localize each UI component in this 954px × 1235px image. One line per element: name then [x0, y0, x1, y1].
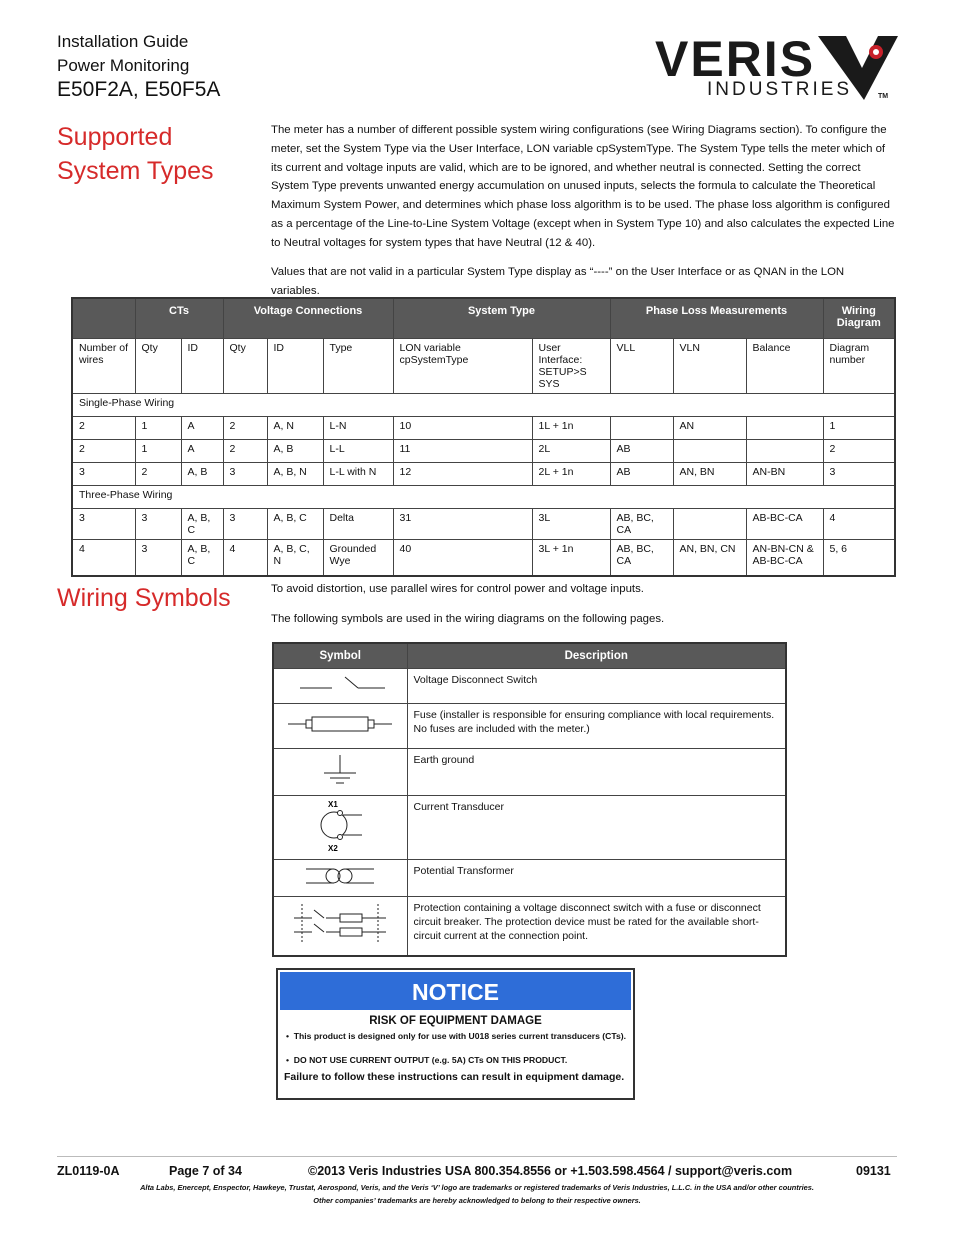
- notice-box: [276, 968, 635, 1100]
- table-subheader: Type: [323, 338, 393, 393]
- table-cell: 1: [135, 439, 181, 462]
- table-cell: 3: [223, 508, 267, 539]
- table-cell: 3: [223, 462, 267, 485]
- table-cell: Delta: [323, 508, 393, 539]
- table-cell: 3L: [532, 508, 610, 539]
- table-header-wiring-diagram: Wiring Diagram: [823, 298, 895, 338]
- table-header-blank: [72, 298, 135, 338]
- footer-legal-2: Other companies’ trademarks are hereby acknowledged to belong to their respective owners.: [313, 1196, 641, 1205]
- table-group-row: [72, 393, 895, 416]
- table-cell: 3L + 1n: [532, 539, 610, 576]
- table-subheader: Number of wires: [72, 338, 135, 393]
- table-cell: 2: [135, 462, 181, 485]
- table-cell: A: [181, 439, 223, 462]
- table-subheader: Balance: [746, 338, 823, 393]
- table-cell: AN-BN: [746, 462, 823, 485]
- header-model: E50F2A, E50F5A: [57, 78, 221, 101]
- table-cell: 5, 6: [823, 539, 895, 576]
- symbol-row: [273, 896, 786, 956]
- wiring-paragraph-1: To avoid distortion, use parallel wires for control power and voltage inputs.: [271, 583, 644, 595]
- logo-sub: INDUSTRIES: [707, 79, 853, 100]
- section-title-wiring: Wiring Symbols: [57, 584, 231, 612]
- wiring-symbols-table: [272, 642, 787, 957]
- footer-divider: [57, 1156, 897, 1157]
- table-cell: 4: [823, 508, 895, 539]
- table-cell: AB, BC, CA: [610, 508, 673, 539]
- symbol-description: Potential Transformer: [407, 859, 786, 896]
- table-row: [72, 439, 895, 462]
- table-cell: L-L with N: [323, 462, 393, 485]
- symbol-row: [273, 859, 786, 896]
- table-cell: [673, 439, 746, 462]
- ct-label-top: X1: [328, 800, 339, 809]
- table-cell: 12: [393, 462, 532, 485]
- table-cell: 3: [823, 462, 895, 485]
- notice-risk: RISK OF EQUIPMENT DAMAGE: [369, 1015, 542, 1027]
- table-cell: 2L + 1n: [532, 462, 610, 485]
- table-cell: 1L + 1n: [532, 416, 610, 439]
- table-cell: AN, BN: [673, 462, 746, 485]
- table-cell: 10: [393, 416, 532, 439]
- notice-bullet-2: • DO NOT USE CURRENT OUTPUT (e.g. 5A) CTs ON THIS PRODUCT.: [286, 1055, 568, 1065]
- group-label-single: Single-Phase Wiring: [72, 393, 895, 416]
- table-header-cts: CTs: [135, 298, 223, 338]
- table-subheader-row: [72, 338, 895, 393]
- table-cell: 2: [72, 416, 135, 439]
- table-cell: 3: [135, 539, 181, 576]
- table-cell: A, B, N: [267, 462, 323, 485]
- table-cell: 2L: [532, 439, 610, 462]
- table-row: [72, 508, 895, 539]
- table-cell: A, B, C, N: [267, 539, 323, 576]
- table-subheader: ID: [267, 338, 323, 393]
- table-cell: A, B, C: [181, 539, 223, 576]
- table-cell: 1: [823, 416, 895, 439]
- table-cell: [746, 439, 823, 462]
- header-line1: Installation Guide: [57, 32, 189, 51]
- symbol-description: Current Transducer: [407, 795, 786, 859]
- system-types-table: [71, 297, 896, 577]
- table-subheader: User Interface: SETUP>S SYS: [532, 338, 610, 393]
- table-cell: 4: [72, 539, 135, 576]
- footer-copyright: ©2013 Veris Industries USA 800.354.8556 or +1.503.598.4564 / support@veris.com: [308, 1164, 793, 1178]
- potential-transformer-icon: [273, 859, 407, 896]
- table-cell: AB: [610, 439, 673, 462]
- table-subheader: LON variable cpSystemType: [393, 338, 532, 393]
- symbol-description: Fuse (installer is responsible for ensuring compliance with local requirements. No fuses are included with the meter.): [407, 703, 786, 748]
- table-cell: 11: [393, 439, 532, 462]
- notice-bullet-1-text: This product is designed only for use with U018 series current transducers (CTs).: [293, 1031, 627, 1041]
- voltage-disconnect-switch-icon: [273, 668, 407, 703]
- table-cell: 3: [72, 508, 135, 539]
- table-row: [72, 416, 895, 439]
- table-cell: A, N: [267, 416, 323, 439]
- supported-paragraph-2: Values that are not valid in a particular System Type display as “----” on the User Interface or as QNAN in the LON variables.: [271, 266, 845, 297]
- table-cell: 31: [393, 508, 532, 539]
- table-cell: A: [181, 416, 223, 439]
- table-cell: 2: [72, 439, 135, 462]
- table-subheader: Qty: [223, 338, 267, 393]
- table-cell: 2: [823, 439, 895, 462]
- table-cell: AB, BC, CA: [610, 539, 673, 576]
- ct-label-bottom: X2: [328, 844, 339, 853]
- earth-ground-icon: [273, 748, 407, 795]
- table-cell: [746, 416, 823, 439]
- table-cell: A, B, C: [267, 508, 323, 539]
- table-subheader: VLL: [610, 338, 673, 393]
- table-cell: [673, 508, 746, 539]
- table-cell: A, B: [181, 462, 223, 485]
- table-row: [72, 539, 895, 576]
- symbol-row: [273, 703, 786, 748]
- wiring-paragraph-2: The following symbols are used in the wiring diagrams on the following pages.: [271, 613, 665, 625]
- veris-logo: [650, 28, 900, 106]
- symbol-row: [273, 795, 786, 859]
- footer-code: 09131: [856, 1164, 891, 1178]
- table-cell: Grounded Wye: [323, 539, 393, 576]
- table-cell: 3: [135, 508, 181, 539]
- notice-bullet-1: • This product is designed only for use with U018 series current transducers (CTs).: [286, 1031, 627, 1041]
- table-cell: 1: [135, 416, 181, 439]
- table-cell: 3: [72, 462, 135, 485]
- current-transducer-icon: [273, 795, 407, 859]
- symbol-column-header: Symbol: [273, 643, 407, 668]
- description-column-header: Description: [407, 643, 786, 668]
- logo-word: VERIS: [655, 31, 816, 87]
- table-group-row: [72, 485, 895, 508]
- notice-bullet-2-text: DO NOT USE CURRENT OUTPUT (e.g. 5A) CTs ON THIS PRODUCT.: [293, 1055, 568, 1065]
- table-subheader: VLN: [673, 338, 746, 393]
- table-cell: AN, BN, CN: [673, 539, 746, 576]
- symbol-description: Voltage Disconnect Switch: [407, 668, 786, 703]
- logo-tm: TM: [878, 93, 889, 100]
- table-header-system-type: System Type: [393, 298, 610, 338]
- table-header-row: [72, 298, 895, 338]
- symbol-row: [273, 748, 786, 795]
- protection-device-icon: [273, 896, 407, 956]
- footer-doc-number: ZL0119-0A: [57, 1164, 120, 1178]
- symbol-description: Protection containing a voltage disconnect switch with a fuse or disconnect circuit breaker. The protection device must be rated for the available short-circuit current at the connection point.: [407, 896, 786, 956]
- symbol-row: [273, 668, 786, 703]
- group-label-three: Three-Phase Wiring: [72, 485, 895, 508]
- table-cell: L-N: [323, 416, 393, 439]
- table-cell: 40: [393, 539, 532, 576]
- supported-paragraph-1: The meter has a number of different possible system wiring configurations (see Wiring Diagrams section). To configure the meter, set the System Type via the User Interface, LON variable cpSystemType. The System Type tells the meter which of its current and voltage inputs are valid, which are to be ignored, and whether neutral is connected. Setting the correct System Type prevents unwanted energy accumulation on unused inputs, selects the formula to calculate the Theoretical Maximum System Power, and determines which phase loss algorithm is to be used. The phase loss algorithm is configured as a percentage of the Line-to-Line System Voltage (except when in System Type 10) and also calculates the expected Line to Neutral voltages for system types that have Neutral (12 & 40).: [271, 124, 895, 249]
- header-line2: Power Monitoring: [57, 56, 190, 75]
- table-cell: AB-BC-CA: [746, 508, 823, 539]
- table-cell: L-L: [323, 439, 393, 462]
- footer-legal-1: Alta Labs, Enercept, Enspector, Hawkeye, Trustat, Aerospond, Veris, and the Veris ‘V’ logo are trademarks or registered trademarks of Veris Industries, L.L.C. in the USA and/or other countries.: [140, 1183, 814, 1192]
- table-cell: 2: [223, 439, 267, 462]
- table-cell: AN-BN-CN & AB-BC-CA: [746, 539, 823, 576]
- fuse-icon: [273, 703, 407, 748]
- table-cell: 2: [223, 416, 267, 439]
- table-subheader: ID: [181, 338, 223, 393]
- footer-page-number: Page 7 of 34: [169, 1164, 242, 1178]
- document-header: [57, 30, 220, 102]
- table-header-voltage: Voltage Connections: [223, 298, 393, 338]
- table-subheader: Qty: [135, 338, 181, 393]
- table-cell: AN: [673, 416, 746, 439]
- table-cell: A, B: [267, 439, 323, 462]
- section-title-supported: Supported System Types: [57, 123, 214, 185]
- table-cell: A, B, C: [181, 508, 223, 539]
- symbol-description: Earth ground: [407, 748, 786, 795]
- table-cell: 4: [223, 539, 267, 576]
- table-header-phase-loss: Phase Loss Measurements: [610, 298, 823, 338]
- table-subheader: Diagram number: [823, 338, 895, 393]
- table-cell: [610, 416, 673, 439]
- notice-banner: NOTICE: [280, 972, 631, 1010]
- notice-footer: Failure to follow these instructions can result in equipment damage.: [284, 1071, 625, 1083]
- table-row: [72, 462, 895, 485]
- table-cell: AB: [610, 462, 673, 485]
